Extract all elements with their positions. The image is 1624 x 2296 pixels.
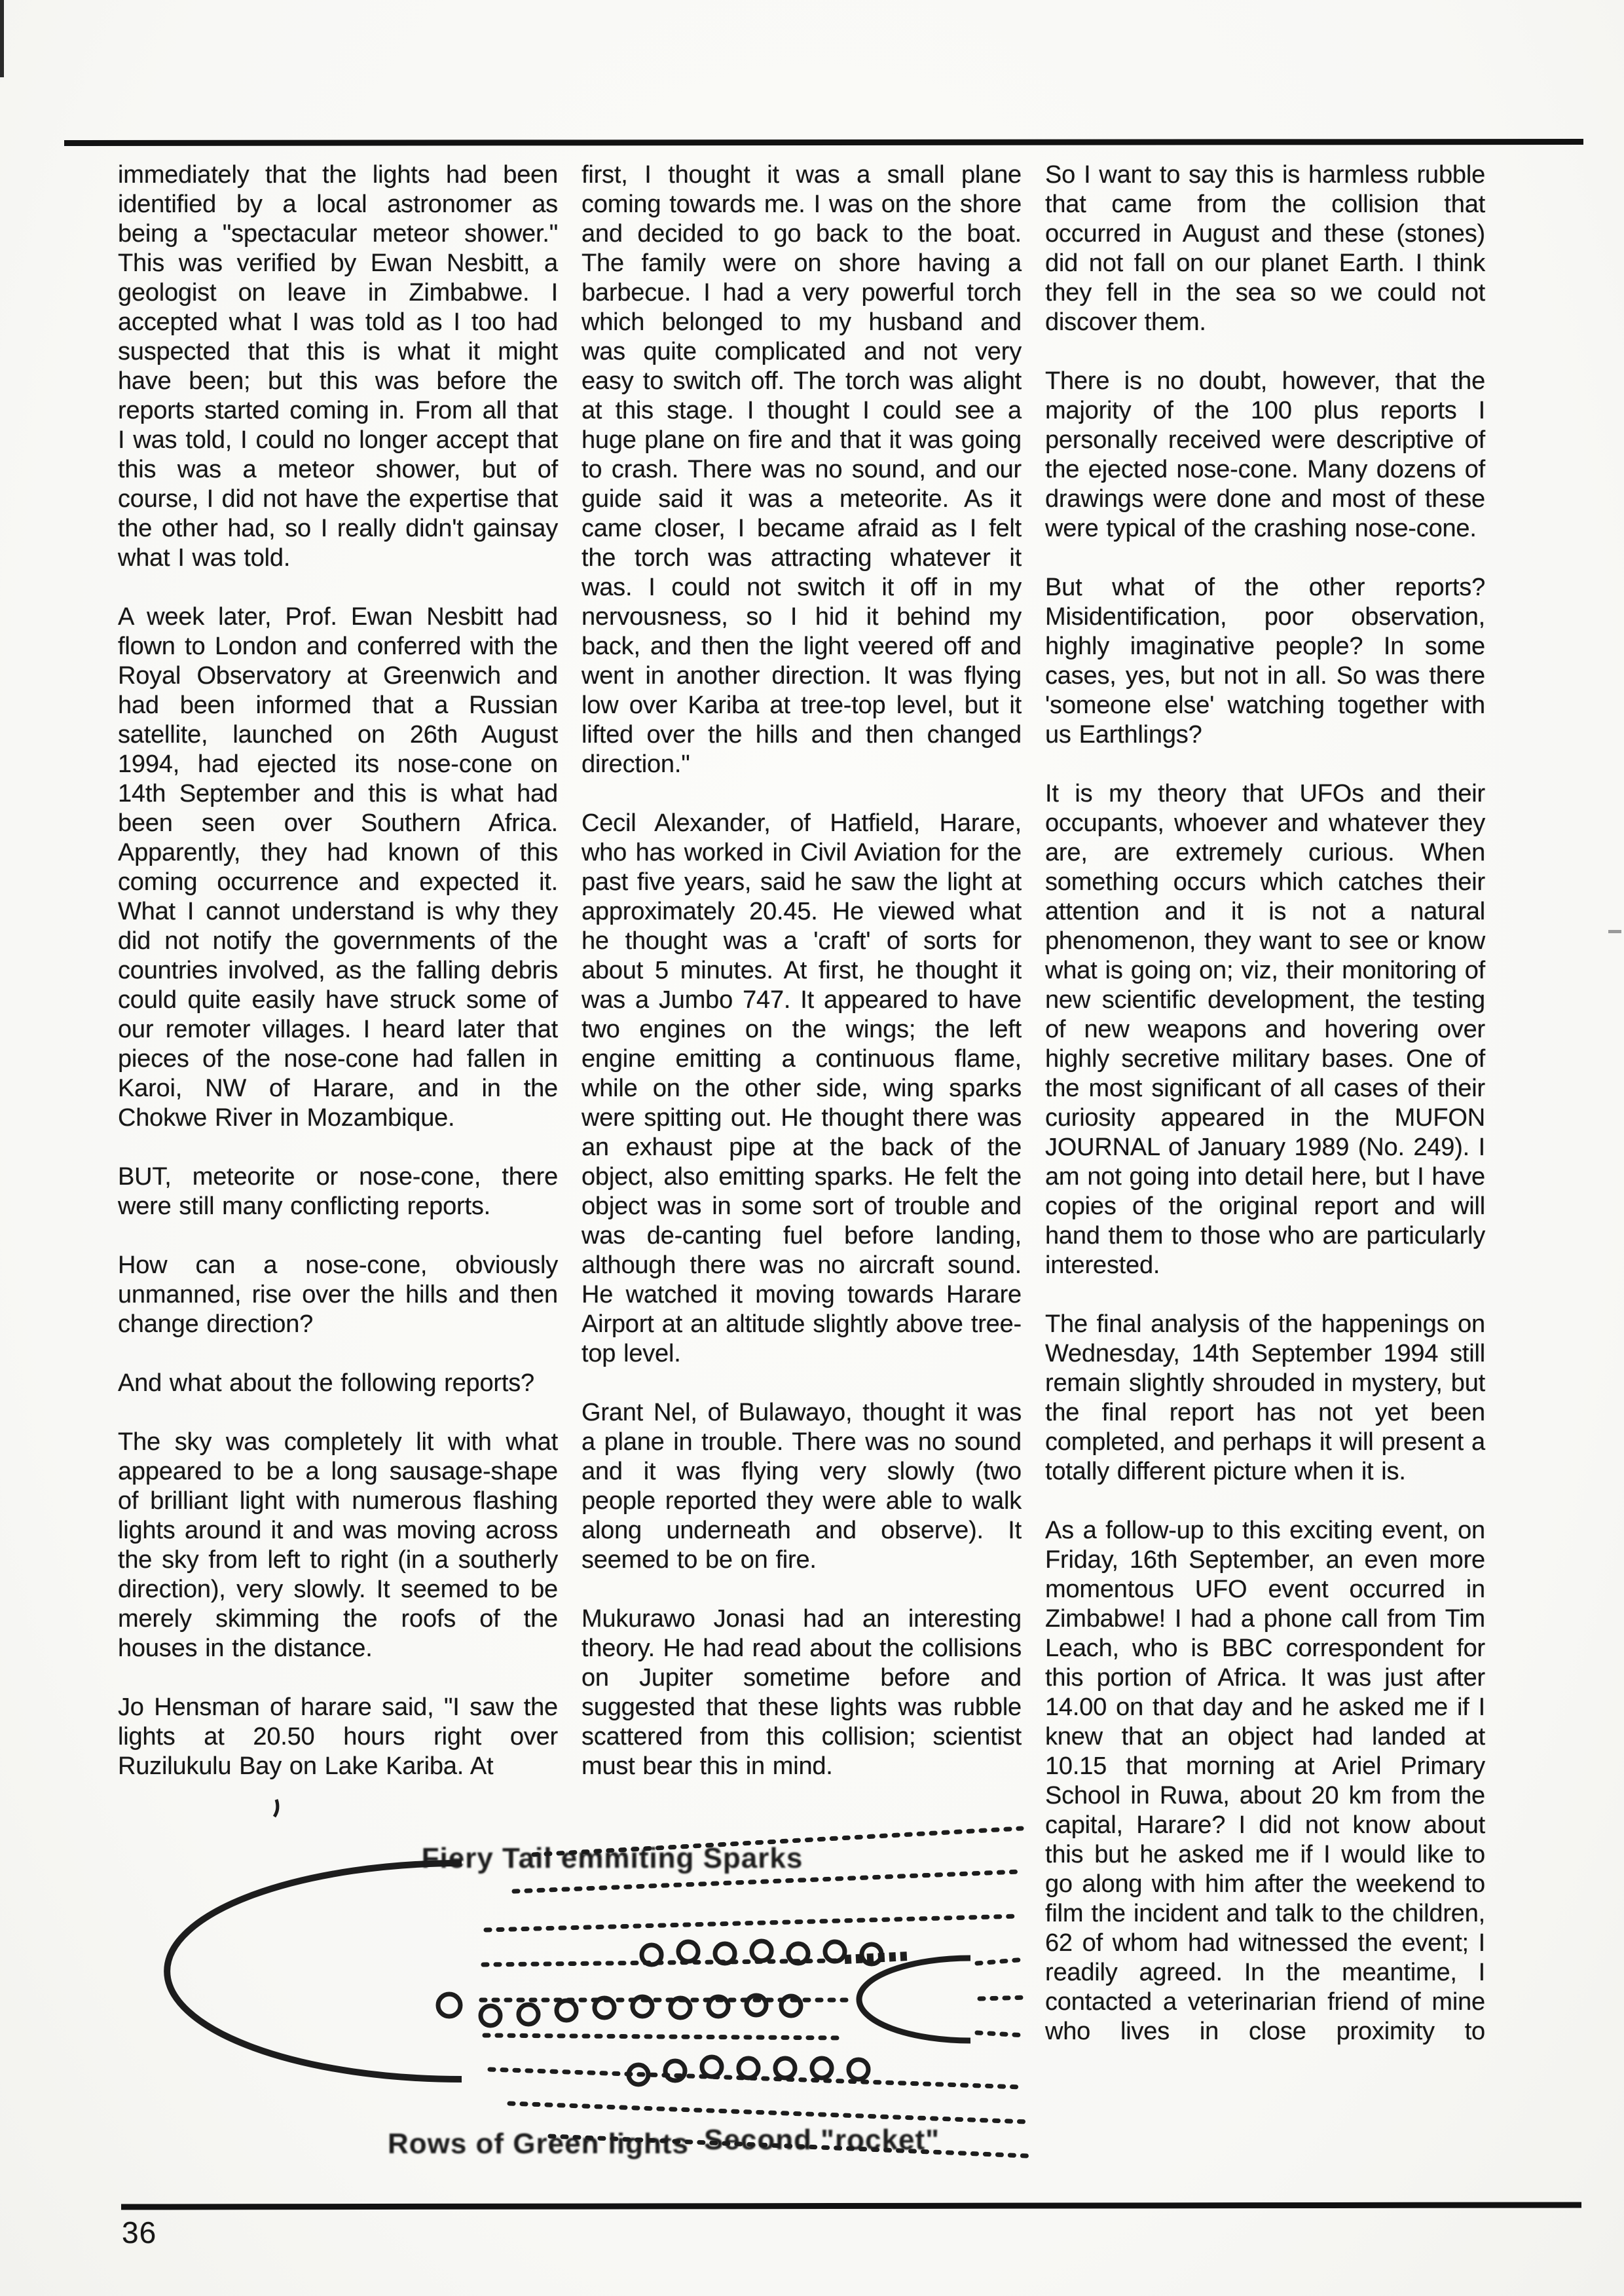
paragraph: There is no doubt, however, that the majority of the 100 plus reports I personally received were descriptive of the ejected nose-cone. Many dozens of drawings were done and most of these were typical of the crashing nose-cone. — [1045, 367, 1485, 542]
paragraph: The sky was completely lit with what appeared to be a long sausage-shape of brilliant light with numerous flashing lights around it and was moving across the sky from left to right (in a southerly direction), very slowly. It seemed to be merely skimming the roofs of the houses in the distance. — [118, 1428, 558, 1662]
paragraph: immediately that the lights had been identified by a local astronomer as being a "spectacular meteor shower." This was verified by Ewan Nesbitt, a geologist on leave in Zimbabwe. I accepted what I was told as I too had suspected that this is what it might have been; but this was before the reports started coming in. From all that I was told, I could no longer accept that this was a meteor shower, but of course, I did not have the expertise that the other had, so I really didn't gainsay what I was told. — [118, 161, 558, 572]
label-rows-of-green-lights: Rows of Green lights — [387, 2128, 690, 2160]
page-number: 36 — [122, 2215, 157, 2250]
paragraph: Jo Hensman of harare said, "I saw the lights at 20.50 hours right over Ruzilukulu Bay on Lake Kariba. At — [118, 1694, 558, 1780]
scan-edge-artifact — [0, 0, 4, 77]
ufo-sketch — [131, 1794, 1035, 2197]
paragraph: Grant Nel, of Bulawayo, thought it was a plane in trouble. There was no sound and it was flying very slowly (two people reported they were able to walk along underneath and observe). It seemed to be on fire. — [581, 1399, 1022, 1574]
paragraph: The final analysis of the happenings on Wednesday, 14th September 1994 still remain slightly shrouded in mystery, but the final report has not yet been completed, and perhaps it will present a totally different picture when it is. — [1045, 1310, 1485, 1485]
top-rule — [64, 139, 1583, 146]
column-1 — [118, 160, 558, 1811]
paragraph: As a follow-up to this exciting event, on Friday, 16th September, an even more momentous UFO event occurred in Zimbabwe! I had a phone call from Tim Leach, who is BBC correspondent for this portion of Africa. It was just after 14.00 on that day and he asked me if I knew that an object had landed at 10.15 that morning at Ariel Primary School in Ruwa, about 20 km from the capital, Harare? I did not know about this but he asked me if I would like to go along with him after the weekend to film the incident and talk to the children, 62 of whom had witnessed the event; I readily agreed. In the meantime, I contacted a veterinarian friend of mine who lives in close proximity to — [1045, 1517, 1485, 2045]
paragraph: But what of the other reports? Misidentification, poor observation, highly imaginative people? In some cases, yes, but not in all. So was there 'someone else' watching together with us Earthlings? — [1045, 574, 1485, 749]
column-3 — [1045, 160, 1485, 2076]
green-light-circles — [438, 1941, 881, 2084]
paragraph: first, I thought it was a small plane coming towards me. I was on the shore and decided to go back to the boat. The family were on shore having a barbecue. I had a very powerful torch which belonged to my husband and was quite complicated and not very easy to switch off. The torch was alight at this stage. I thought I could see a huge plane on fire and that it was going to crash. There was no sound, and our guide said it was a meteorite. As it came closer, I became afraid as I felt the torch was attracting whatever it was. I could not switch it off in my nervousness, so I hid it behind my back, and then the light veered off and went in another direction. It was flying low over Kariba at tree-top level, but it lifted over the hills and then changed direction." — [581, 161, 1022, 778]
scan-edge-dash — [1608, 930, 1621, 933]
scan-mark — [274, 1800, 278, 1817]
column-2 — [581, 160, 1022, 1811]
spark-burst — [845, 1956, 908, 1959]
sparks-lines — [481, 1828, 1028, 2156]
sketch-nose-arc — [167, 1863, 462, 2079]
second-rocket-arc — [859, 1958, 970, 2041]
paragraph: A week later, Prof. Ewan Nesbitt had flown to London and conferred with the Royal Observatory at Greenwich and had been informed that a Russian satellite, launched on 26th August 1994, had ejected its nose-cone on 14th September and this is what had been seen over Southern Africa. Apparently, they had known of this coming occurrence and expected it. What I cannot understand is why they did not notify the governments of the countries involved, as the falling debris could quite easily have struck some of our remoter villages. I heard later that pieces of the nose-cone had fallen in Karoi, NW of Harare, and in the Chokwe River in Mozambique. — [118, 603, 558, 1132]
label-second-rocket: Second "rocket" — [704, 2124, 940, 2156]
paragraph: Mukurawo Jonasi had an interesting theory. He had read about the collisions on Jupiter sometime before and suggested that these lights was rubble scattered from this collision; scientist must bear this in mind. — [581, 1605, 1022, 1780]
bottom-rule — [121, 2202, 1581, 2210]
paragraph: How can a nose-cone, obviously unmanned, rise over the hills and then change direction? — [118, 1251, 558, 1338]
green-light-row-lower — [629, 2057, 868, 2084]
paragraph: It is my theory that UFOs and their occupants, whoever and whatever they are, are extremely curious. When something occurs which catches their attention and it is not a natural phenomenon, they want to see or know what is going on; viz, their monitoring of new scientific development, the testing of new weapons and hovering over highly secretive military bases. One of the most significant of all cases of their curiosity appeared in the MUFON JOURNAL of January 1989 (No. 249). I am not going into detail here, but I have copies of the original report and will hand them to those who are particularly interested. — [1045, 780, 1485, 1279]
label-fiery-tail: Fiery Tail emmiting Sparks — [421, 1842, 803, 1874]
paragraph: Cecil Alexander, of Hatfield, Harare, who has worked in Civil Aviation for the past five years, said he saw the light at approximately 20.45. He viewed what he thought was a 'craft' of sorts for about 5 minutes. At first, he thought it was a Jumbo 747. It appeared to have two engines on the wings; the left engine emitting a continuous flame, while on the other side, wing sparks were spitting out. He thought there was an exhaust pipe at the back of the object, also emitting sparks. He felt the object was in some sort of trouble and was de-canting fuel before landing, although there was no aircraft sound. He watched it moving towards Harare Airport at an altitude slightly above tree-top level. — [581, 809, 1022, 1367]
paragraph: BUT, meteorite or nose-cone, there were still many conflicting reports. — [118, 1163, 558, 1220]
paragraph: And what about the following reports? — [118, 1369, 534, 1397]
paragraph: So I want to say this is harmless rubble that came from the collision that occurred in August and these (stones) did not fall on our planet Earth. I think they fell in the sea so we could not discover them. — [1045, 161, 1485, 336]
